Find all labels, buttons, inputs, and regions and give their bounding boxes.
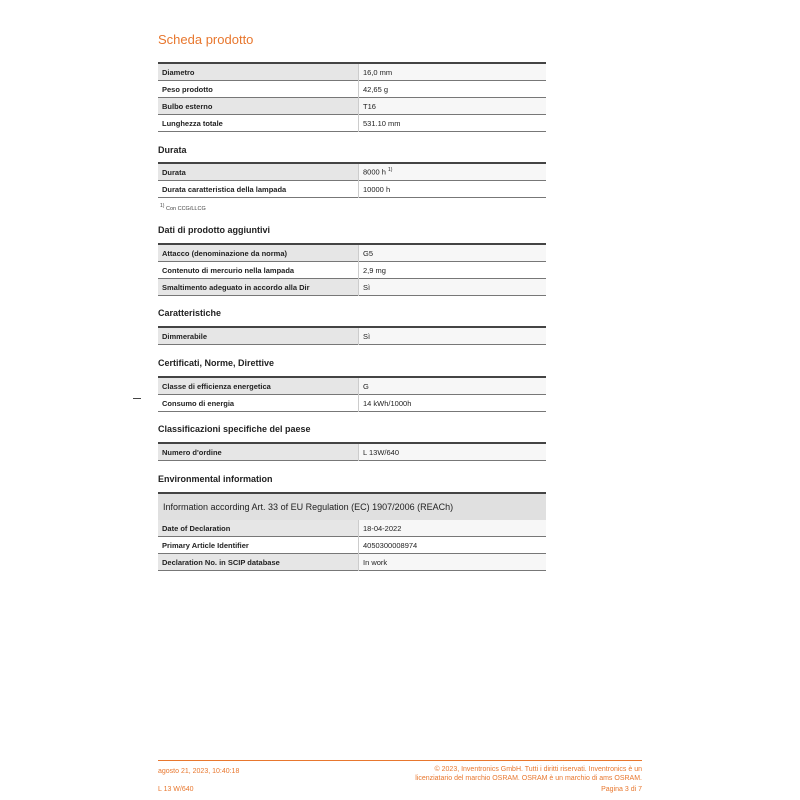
row-value: In work xyxy=(359,554,547,571)
reach-heading: Information according Art. 33 of EU Regulation (EC) 1907/2006 (REACh) xyxy=(158,492,546,520)
footnote-marker: 1) xyxy=(160,203,165,209)
row-label: Lunghezza totale xyxy=(162,118,223,128)
table-row xyxy=(158,520,546,537)
section-heading-dati: Dati di prodotto aggiuntivi xyxy=(158,225,270,235)
table-row xyxy=(158,115,546,132)
margin-mark xyxy=(133,398,141,399)
row-label: Consumo di energia xyxy=(162,398,235,408)
durata-table xyxy=(158,162,546,198)
page-title: Scheda prodotto xyxy=(158,32,254,47)
section-heading-durata: Durata xyxy=(158,145,187,155)
row-value: 10000 h xyxy=(359,181,547,198)
table-row xyxy=(158,244,546,262)
row-label: Diametro xyxy=(158,63,359,81)
row-value: T16 xyxy=(359,98,547,115)
footnote-marker: 1) xyxy=(387,167,393,174)
footer-divider xyxy=(158,760,642,761)
footer-page-number: Pagina 3 di 7 xyxy=(601,786,642,793)
dati-table xyxy=(158,243,546,296)
row-value: Sì xyxy=(359,327,547,345)
footer-product: L 13 W/640 xyxy=(158,786,194,793)
table-row xyxy=(158,98,546,115)
dimensions-table xyxy=(158,62,546,132)
footer-copyright-line2: licenziatario del marchio OSRAM. OSRAM è un marchio di ams OSRAM. xyxy=(415,775,642,782)
footer-copyright-line1: © 2023, Inventronics GmbH. Tutti i diritti riservati. Inventronics è un xyxy=(434,766,642,773)
row-label: Dimmerabile xyxy=(158,327,359,345)
row-value: 18-04-2022 xyxy=(359,520,547,537)
table-row xyxy=(158,181,546,198)
row-label: Durata xyxy=(158,163,359,181)
row-value: L 13W/640 xyxy=(359,443,547,461)
row-label: Date of Declaration xyxy=(158,520,359,537)
footer-date: agosto 21, 2023, 10:40:18 xyxy=(158,768,240,775)
row-label: Smaltimento adeguato in accordo alla Dir xyxy=(158,279,359,296)
table-row xyxy=(158,537,546,554)
table-row xyxy=(158,279,546,296)
footnote-text: Con CCG/LLCG xyxy=(165,205,206,212)
table-row xyxy=(158,327,546,345)
certificati-table xyxy=(158,376,546,412)
row-label: Declaration No. in SCIP database xyxy=(158,554,359,571)
row-value xyxy=(359,163,547,181)
row-label: Primary Article Identifier xyxy=(162,540,249,550)
section-heading-caratteristiche: Caratteristiche xyxy=(158,308,222,318)
table-row xyxy=(158,395,546,412)
row-label: Durata caratteristica della lampada xyxy=(162,184,287,194)
row-label: Numero d'ordine xyxy=(158,443,359,461)
table-row xyxy=(158,554,546,571)
value-text: 8000 h xyxy=(363,167,386,177)
section-heading-classificazioni: Classificazioni specifiche del paese xyxy=(158,424,311,434)
footnote xyxy=(158,203,206,212)
row-label: Classe di efficienza energetica xyxy=(158,377,359,395)
row-value: G xyxy=(359,377,547,395)
table-row xyxy=(158,163,546,181)
reach-table xyxy=(158,520,546,571)
row-label: Contenuto di mercurio nella lampada xyxy=(162,265,295,275)
row-value: 42,65 g xyxy=(359,81,547,98)
row-value: 4050300008974 xyxy=(359,537,547,554)
row-label: Attacco (denominazione da norma) xyxy=(158,244,359,262)
row-value: 531.10 mm xyxy=(359,115,547,132)
section-heading-certificati: Certificati, Norme, Direttive xyxy=(158,358,275,368)
row-label: Bulbo esterno xyxy=(158,98,359,115)
row-value: 16,0 mm xyxy=(359,63,547,81)
table-row xyxy=(158,262,546,279)
row-value: 14 kWh/1000h xyxy=(359,395,547,412)
row-label: Peso prodotto xyxy=(162,84,213,94)
row-value: Sì xyxy=(359,279,547,296)
row-value: 2,9 mg xyxy=(359,262,547,279)
table-row xyxy=(158,63,546,81)
table-row xyxy=(158,377,546,395)
classificazioni-table xyxy=(158,442,546,461)
table-row xyxy=(158,81,546,98)
row-value: G5 xyxy=(359,244,547,262)
section-heading-environmental: Environmental information xyxy=(158,474,273,484)
caratteristiche-table xyxy=(158,326,546,345)
table-row xyxy=(158,443,546,461)
